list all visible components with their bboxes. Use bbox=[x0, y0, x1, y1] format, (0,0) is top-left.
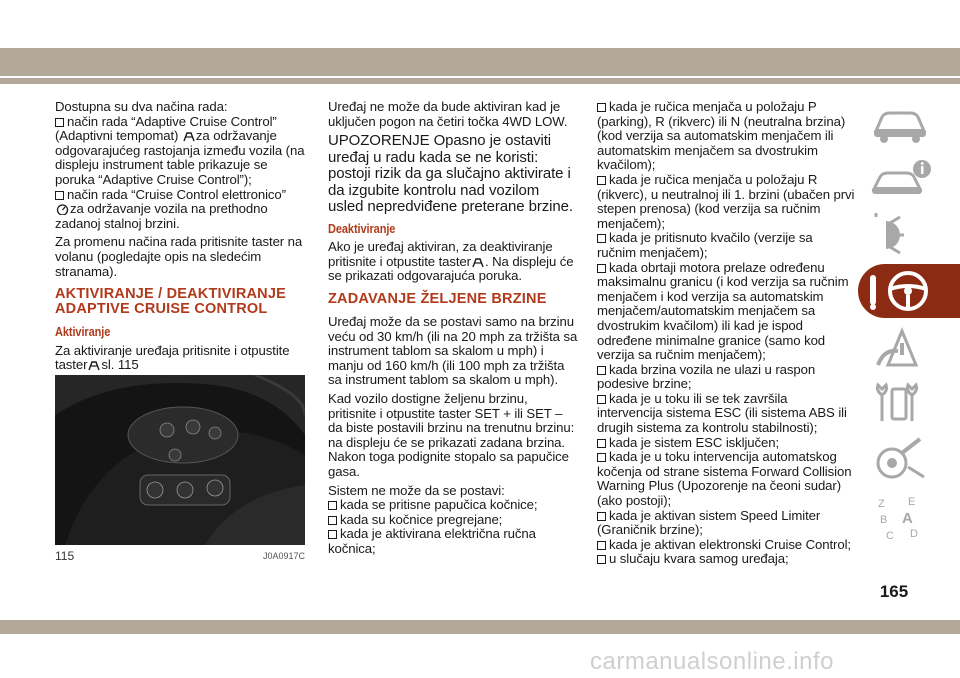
tab-index[interactable] bbox=[858, 488, 960, 542]
section-heading-speed: ZADAVANJE ŽELJENE BRZINE bbox=[328, 291, 547, 308]
warning-text: UPOZORENJE Opasno je ostaviti uređaj u radu kada se ne koristi: postoji rizik da ga slučajno aktivirate i da izgubite kontrolu nad vozilom usled nepredviđene preterane brzine. bbox=[328, 132, 573, 216]
checkbox-icon bbox=[597, 541, 606, 550]
steering-wheel-photo bbox=[55, 375, 305, 545]
checkbox-icon bbox=[328, 501, 337, 510]
top-band bbox=[0, 0, 960, 88]
list-item bbox=[597, 363, 855, 392]
deactivate-text-end: . Na displeju će se prikazati odgovarajuća poruka. bbox=[328, 253, 574, 284]
index-icon bbox=[868, 493, 932, 541]
checkbox-icon bbox=[328, 530, 337, 539]
list-item bbox=[55, 202, 307, 231]
column-middle bbox=[328, 100, 578, 561]
cannot-set-paragraph bbox=[328, 484, 578, 557]
car-icon bbox=[868, 101, 932, 145]
checkbox-icon bbox=[597, 512, 606, 521]
tab-emergency[interactable] bbox=[858, 320, 960, 374]
list-item-text: kada je u toku ili se tek završila intervencija sistema ESC (ili sistema ABS ili drugih sistema za kontrolu stabilnosti); bbox=[597, 390, 847, 436]
list-item-text: kada je aktivan elektronski Cruise Control; bbox=[609, 536, 851, 552]
checkbox-icon bbox=[597, 234, 606, 243]
index-letter: E bbox=[908, 496, 916, 508]
watermark-text: carmanualsonline.info bbox=[590, 648, 834, 675]
index-letter: B bbox=[880, 514, 888, 526]
list-item-text: u slučaju kvara samog uređaja; bbox=[609, 551, 789, 567]
list-item-text: kada su kočnice pregrejane; bbox=[340, 511, 503, 527]
tab-maintenance[interactable] bbox=[858, 432, 960, 486]
top-light-strip bbox=[0, 0, 960, 48]
bottom-band bbox=[0, 620, 960, 634]
checkbox-icon bbox=[597, 395, 606, 404]
tab-service[interactable] bbox=[858, 376, 960, 430]
list-item bbox=[328, 527, 578, 556]
page-number: 165 bbox=[879, 582, 909, 601]
dashboard-lights-icon bbox=[868, 213, 932, 257]
index-letter: D bbox=[910, 528, 918, 540]
list-item-text: kada brzina vozila ne ulazi u raspon podesive brzine; bbox=[597, 361, 816, 392]
car-info-icon bbox=[868, 157, 932, 201]
list-item-text: kada je u toku intervencija automatskog kočenja od strane sistema Forward Collision Warning Plus (Upozorenje na čeoni sudar) (ako postoji); bbox=[597, 449, 852, 509]
checkbox-icon bbox=[597, 453, 606, 462]
checkbox-icon bbox=[55, 191, 64, 200]
list-item bbox=[597, 509, 855, 538]
checkbox-icon bbox=[597, 264, 606, 273]
list-item bbox=[597, 231, 855, 260]
speed-paragraph: Uređaj može da se postavi samo na brzinu veću od 30 km/h (ili na 20 mph za tržišta sa instrument tablom sa skalom u mph) i manju od 160 km/h (ili 100 mph za tržišta sa instrument tablom sa skalom u mph). bbox=[328, 314, 578, 388]
checkbox-icon bbox=[328, 516, 337, 525]
tab-car[interactable] bbox=[858, 96, 960, 150]
subheading-activate: Aktiviranje bbox=[55, 325, 111, 340]
intro-text bbox=[55, 100, 307, 231]
tab-driving[interactable] bbox=[858, 264, 960, 318]
checkbox-icon bbox=[597, 366, 606, 375]
list-item-text: kada je sistem ESC isključen; bbox=[609, 434, 780, 450]
checkbox-icon bbox=[597, 555, 606, 564]
checkbox-icon bbox=[597, 176, 606, 185]
list-item-text: kada je aktivan sistem Speed Limiter (Graničnik brzine); bbox=[597, 507, 821, 538]
list-item bbox=[55, 115, 307, 188]
figure-reference: sl. 115 bbox=[101, 357, 139, 373]
mode1-detail: za održavanje odgovarajućeg rastojanja između vozila (na displeju instrument table prikazuje se poruka “Adaptive Cruise Control”); bbox=[55, 128, 305, 187]
list-item bbox=[597, 436, 855, 451]
cruise-button-icon bbox=[88, 360, 100, 371]
list-item bbox=[597, 100, 855, 173]
deactivate-paragraph bbox=[328, 240, 578, 284]
activate-paragraph bbox=[55, 344, 307, 373]
figure-caption bbox=[55, 551, 305, 563]
cruise-distance-icon bbox=[183, 131, 195, 142]
list-item-text: kada je pritisnuto kvačilo (verzije sa ručnim menjačem); bbox=[597, 230, 813, 260]
tools-icon bbox=[868, 381, 932, 425]
top-thin-band bbox=[0, 78, 960, 84]
figure-number: 115 bbox=[55, 549, 75, 563]
set-paragraph: Kad vozilo dostigne željenu brzinu, pritisnite i otpustite taster SET + ili SET – da biste postavili brzinu na trenutnu brzinu: na displeju će se prikazati zadana brzina. Nakon toga podignite stopalo sa papučice gasa. bbox=[328, 391, 575, 479]
mode2-text: način rada “Cruise Control elettronico” bbox=[67, 186, 286, 202]
checkbox-icon bbox=[55, 118, 64, 127]
steering-wheel-icon bbox=[868, 269, 938, 313]
switch-paragraph: Za promenu načina rada pritisnite taster na volanu (pogledajte opis na sledećim stranama). bbox=[55, 234, 303, 279]
list-item bbox=[597, 450, 855, 508]
list-item bbox=[328, 498, 578, 513]
list-item bbox=[55, 188, 307, 203]
mode1-text: način rada “Adaptive Cruise Control” (Adaptivni tempomat) bbox=[55, 113, 277, 144]
column-left bbox=[55, 100, 307, 377]
paragraph-4wd: Uređaj ne može da bude aktiviran kad je uključen pogon na četiri točka 4WD LOW. bbox=[328, 99, 568, 129]
list-item-text: kada je aktivirana električna ručna kočnica; bbox=[328, 526, 536, 556]
list-item-text: kada se pritisne papučica kočnice; bbox=[340, 497, 538, 513]
warning-triangle-icon bbox=[868, 325, 932, 369]
list-item bbox=[597, 538, 855, 553]
subheading-deactivate: Deaktiviranje bbox=[328, 221, 396, 236]
list-item bbox=[328, 513, 578, 528]
checkbox-icon bbox=[597, 439, 606, 448]
intro-label: Dostupna su dva načina rada: bbox=[55, 99, 228, 114]
index-letter: A bbox=[902, 510, 913, 527]
top-color-band bbox=[0, 48, 960, 76]
speedometer-icon bbox=[56, 204, 69, 215]
activate-text: Za aktiviranje uređaja pritisnite i otpustite taster bbox=[55, 342, 290, 373]
column-right bbox=[597, 100, 855, 567]
cannot-set-text: Sistem ne može da se postavi: bbox=[328, 482, 505, 498]
section-heading: AKTIVIRANJE / DEAKTIVIRANJE ADAPTIVE CRUISE CONTROL bbox=[55, 286, 286, 318]
cruise-button-icon bbox=[472, 257, 484, 268]
list-item-text: kada obrtaji motora prelaze određenu maksimalnu granicu (i kod verzija sa ručnim menjačem i kod verzija sa automatskim menjačem/automatskim menjačem sa dvostrukim kvačilom) ili kad je ispod određene minimalne granice (samo kod verzija sa ručnim menjačem); bbox=[597, 259, 849, 363]
list-item-text: kada je ručica menjača u položaju R (rikverc), u neutralnoj ili 1. brzini (ubačen prvi stepen prenosa) (kod verzija sa ručnim menjačem); bbox=[597, 171, 855, 231]
deactivate-text: Ako je uređaj aktiviran, za deaktiviranje pritisnite i otpustite taster bbox=[328, 239, 553, 269]
index-letter: C bbox=[886, 530, 894, 541]
list-item-text: kada je ručica menjača u položaju P (parking), R (rikverc) ili N (neutralna brzina) (kod verzija sa automatskim menjačem ili automatskim menjačem sa dvostrukim kvačilom); bbox=[597, 99, 846, 173]
figure-code: J0A0917C bbox=[262, 551, 305, 561]
index-letter: Z bbox=[878, 498, 885, 510]
list-item bbox=[597, 552, 855, 567]
list-item bbox=[597, 173, 855, 231]
tab-car-info[interactable] bbox=[858, 152, 960, 206]
mode2-detail: za održavanje vozila na prethodno zadanoj stalnoj brzini. bbox=[55, 201, 268, 231]
checkbox-icon bbox=[597, 103, 606, 112]
tab-dashboard-lights[interactable] bbox=[858, 208, 960, 262]
list-item bbox=[597, 261, 855, 363]
list-item bbox=[597, 392, 855, 436]
service-icon bbox=[868, 437, 932, 481]
